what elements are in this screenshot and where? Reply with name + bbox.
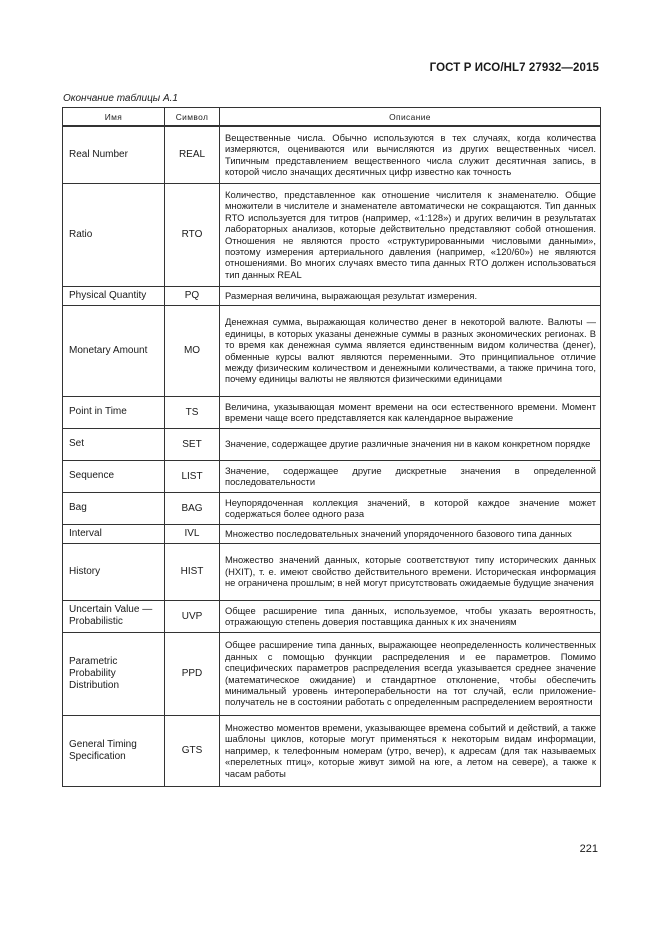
page-number: 221: [579, 843, 598, 855]
row-symbol: UVP: [165, 600, 220, 632]
table-row: [63, 286, 601, 305]
row-description: Множество последовательных значений упорядоченного базового типа данных: [220, 524, 601, 543]
row-name: Interval: [63, 524, 165, 543]
row-symbol: PPD: [165, 632, 220, 715]
table-caption: Окончание таблицы А.1: [63, 93, 178, 104]
table-row: [63, 460, 601, 492]
row-name: Uncertain Value — Probabilistic: [63, 600, 165, 632]
table-header-row: [63, 108, 601, 127]
data-types-table: [62, 107, 601, 787]
row-description: Общее расширение типа данных, выражающее неопределенность количественных данных с помощью функции распределения и ее параметров. Помимо специфических параметров распределения всегда указывается среднее значение (математическое ожидание) и стандартное отклонение, чтобы обеспечить минимальный уровень интероперабельности на тот случай, если приложение-получатель не в состоянии работать с определенным распределением вероятности: [220, 632, 601, 715]
row-symbol: RTO: [165, 183, 220, 286]
column-header-symbol: Символ: [165, 108, 220, 127]
row-symbol: MO: [165, 305, 220, 396]
document-code: ГОСТ Р ИСО/HL7 27932—2015: [429, 62, 599, 74]
table-row: [63, 600, 601, 632]
row-description: Размерная величина, выражающая результат измерения.: [220, 286, 601, 305]
row-symbol: REAL: [165, 126, 220, 183]
table-row: [63, 715, 601, 786]
row-name: Sequence: [63, 460, 165, 492]
row-name: Bag: [63, 492, 165, 524]
row-symbol: TS: [165, 396, 220, 428]
row-symbol: SET: [165, 428, 220, 460]
row-name: Parametric Probability Distribution: [63, 632, 165, 715]
table-row: [63, 492, 601, 524]
row-name: History: [63, 543, 165, 600]
row-description: Денежная сумма, выражающая количество денег в некоторой валюте. Валюты — единицы, в которых указаны денежные суммы в разных экономических регионах. В то время как денежная сумма является единственным видом количества (денег), обменные курсы валют являются переменными. Это принципиальное отличие между физическим количеством и денежными количествами, а также причина того, почему единицы валюты не являются физическими единицами: [220, 305, 601, 396]
row-description: Общее расширение типа данных, используемое, чтобы указать вероятность, отражающую степень доверия поставщика данных к их значениям: [220, 600, 601, 632]
row-description: Множество значений данных, которые соответствуют типу исторических данных (HXIT), т. е. имеют свойство действительного времени. Историческая информация не ограничена прошлым; в ней могут присутствовать ожидаемые будущие значения: [220, 543, 601, 600]
row-name: Physical Quantity: [63, 286, 165, 305]
row-name: Point in Time: [63, 396, 165, 428]
table-row: [63, 183, 601, 286]
row-name: Ratio: [63, 183, 165, 286]
row-symbol: PQ: [165, 286, 220, 305]
table-row: [63, 543, 601, 600]
table-row: [63, 126, 601, 183]
table-row: [63, 305, 601, 396]
row-symbol: GTS: [165, 715, 220, 786]
row-symbol: IVL: [165, 524, 220, 543]
column-header-name: Имя: [63, 108, 165, 127]
table-row: [63, 524, 601, 543]
row-name: Monetary Amount: [63, 305, 165, 396]
row-symbol: LIST: [165, 460, 220, 492]
row-name: Set: [63, 428, 165, 460]
row-description: Вещественные числа. Обычно используются в тех случаях, когда количества измеряются, оцениваются или вычисляются из других вещественных чисел. Типичным представлением вещественного числа служит десятичная запись, в которой число значащих десятичных цифр известно как точность: [220, 126, 601, 183]
row-symbol: BAG: [165, 492, 220, 524]
table-row: [63, 632, 601, 715]
row-symbol: HIST: [165, 543, 220, 600]
row-description: Величина, указывающая момент времени на оси естественного времени. Момент времени чаще всего представляется как календарное выражение: [220, 396, 601, 428]
row-description: Множество моментов времени, указывающее времена событий и действий, а также шаблоны циклов, которые могут применяться к некоторым видам информации, например, к телефонным номерам (утро, вечер), к адресам (для так называемых «перелетных птиц», которые живут зимой на юге, а летом на севере), а также к часам работы: [220, 715, 601, 786]
table-row: [63, 396, 601, 428]
row-description: Значение, содержащее другие дискретные значения в определенной последовательности: [220, 460, 601, 492]
table-row: [63, 428, 601, 460]
row-name: Real Number: [63, 126, 165, 183]
column-header-description: Описание: [220, 108, 601, 127]
row-description: Количество, представленное как отношение числителя к знаменателю. Общие множители в числителе и знаменателе автоматически не сокращаются. Тип данных RTO используется для титров (например, «1:128») и других величин в результатах лабораторных анализов, которые действительно представляют собой отношения. Отношения не являются просто «структурированными числовыми данными», поэтому измерения артериального давления (например, «120/60») не являются отношениями. Во многих случаях вместо типа данных RTO должен использоваться тип данных REAL: [220, 183, 601, 286]
row-description: Неупорядоченная коллекция значений, в которой каждое значение может содержаться более одного раза: [220, 492, 601, 524]
row-description: Значение, содержащее другие различные значения ни в каком конкретном порядке: [220, 428, 601, 460]
row-name: General Timing Specification: [63, 715, 165, 786]
